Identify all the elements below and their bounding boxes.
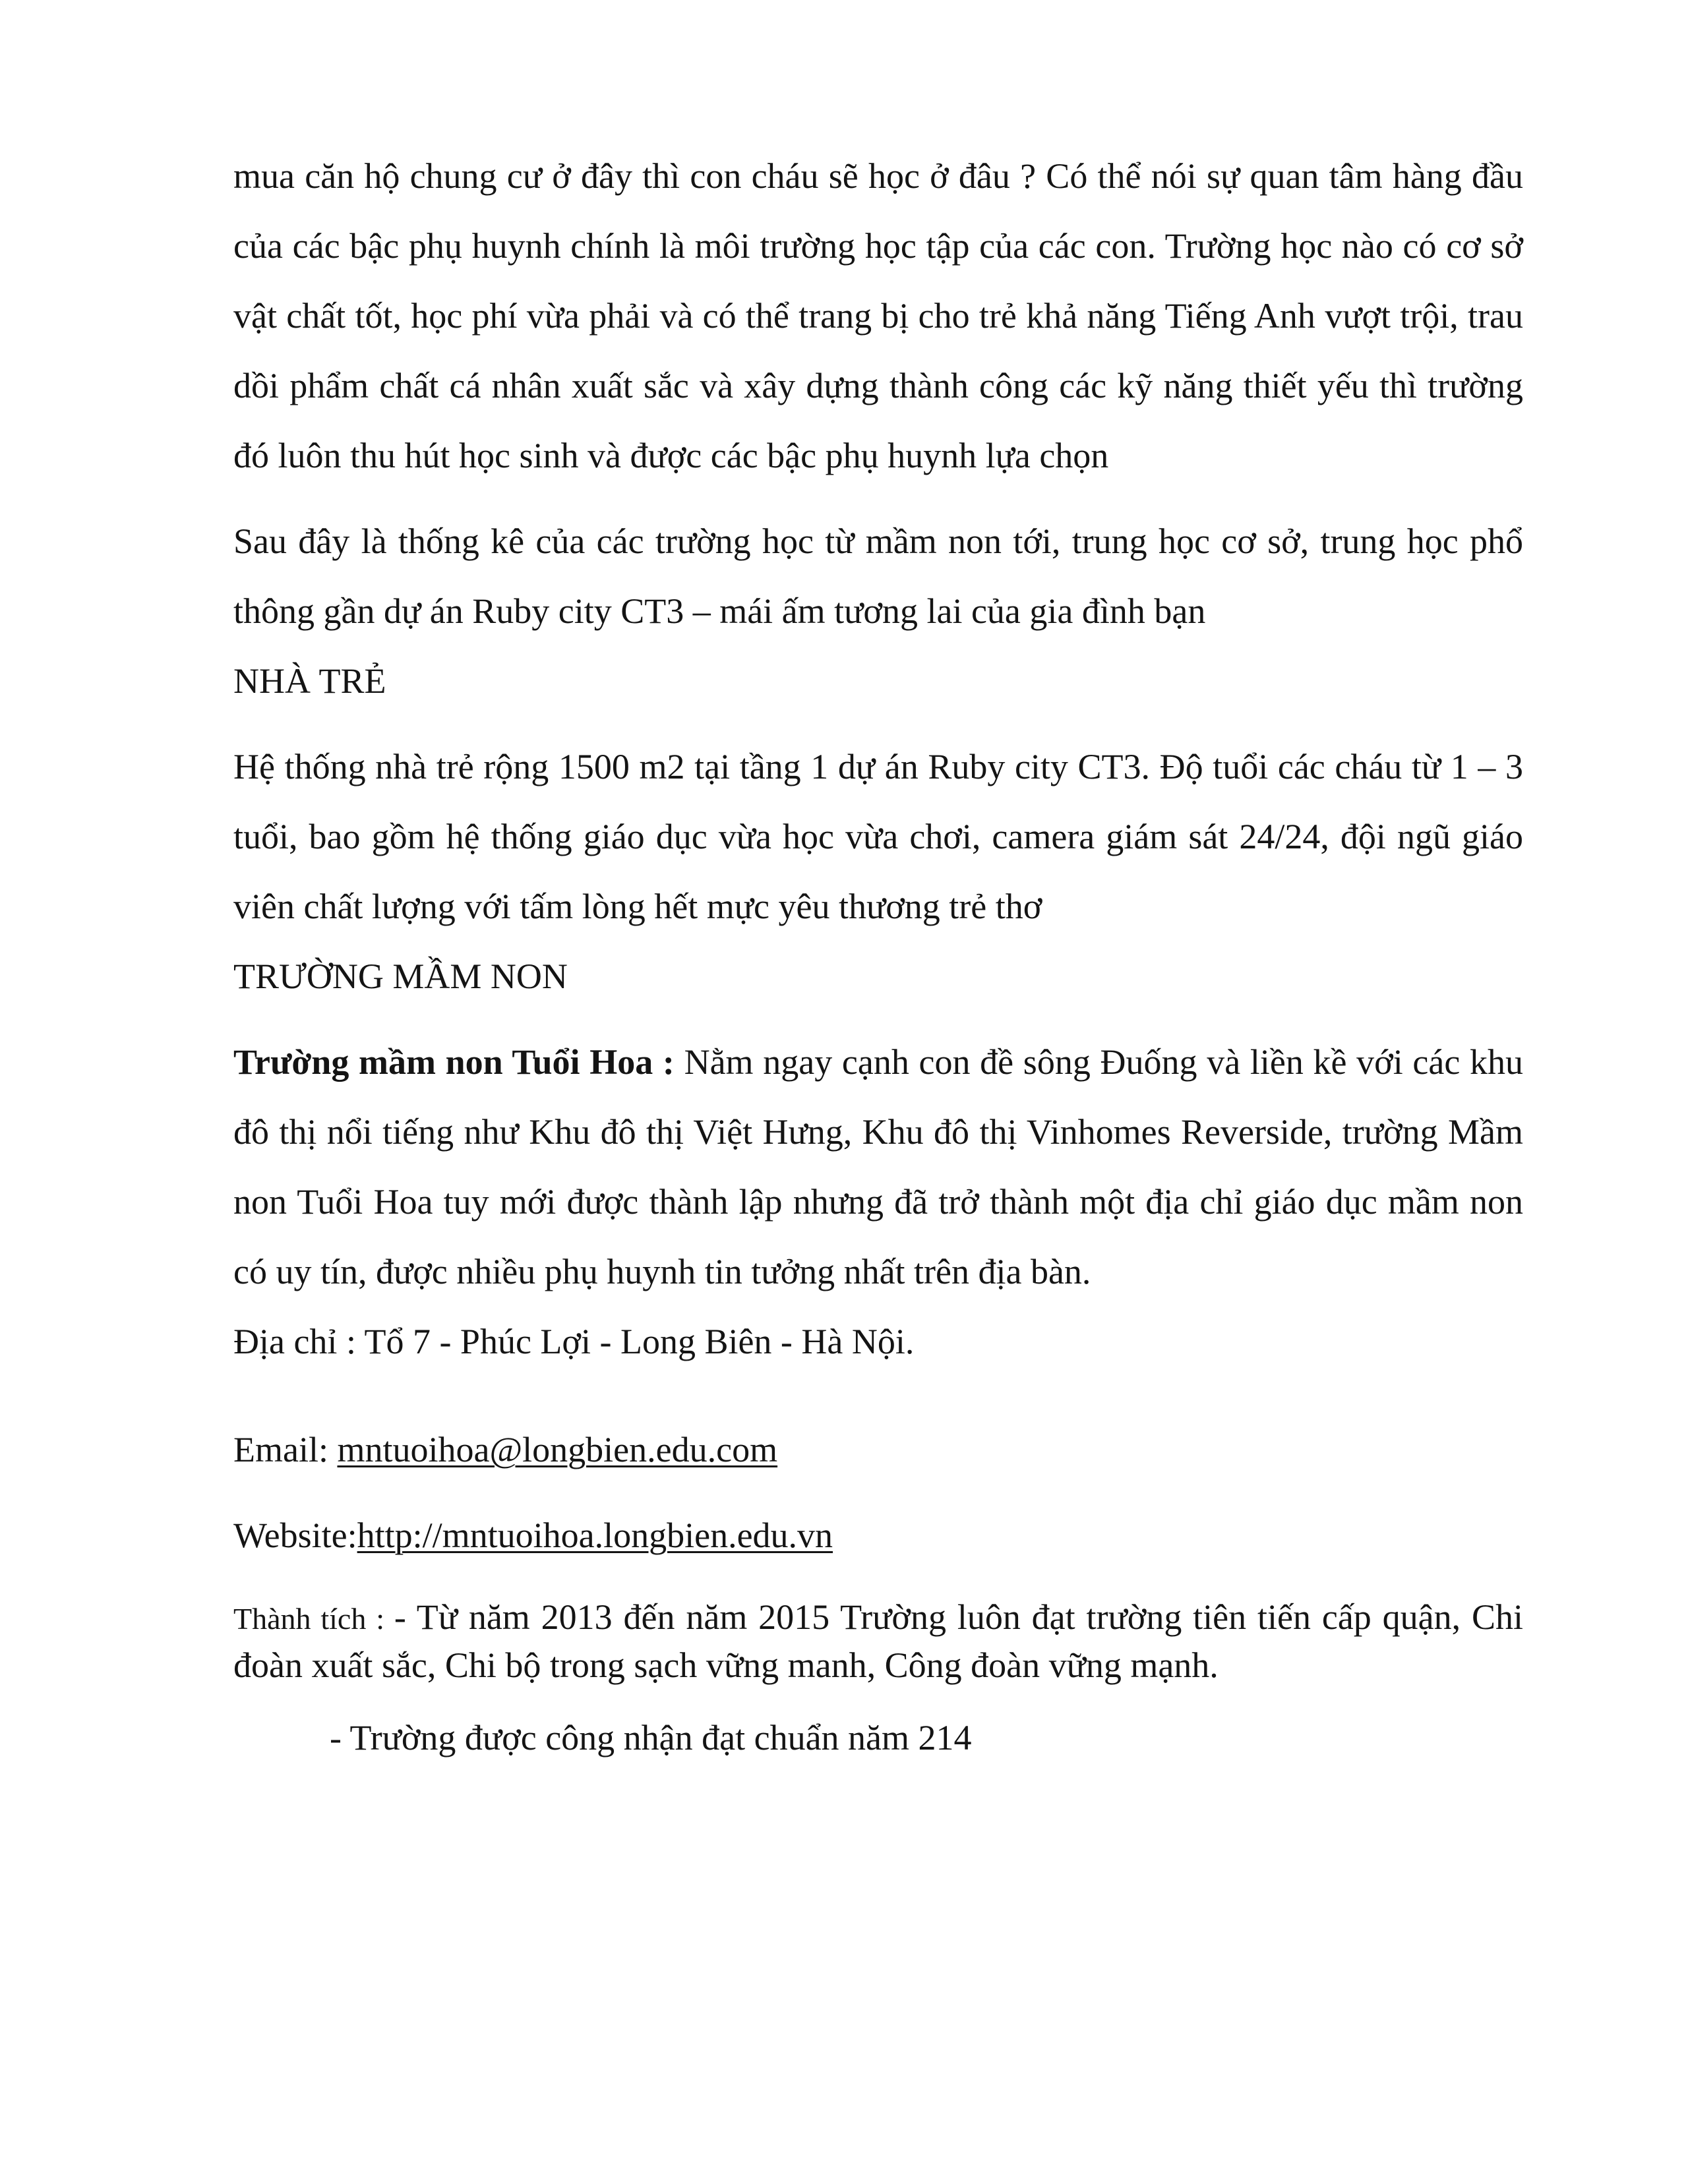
intro-paragraph: mua căn hộ chung cư ở đây thì con cháu sẽ học ở đâu ? Có thể nói sự quan tâm hàng đầu của các bậc phụ huynh chính là môi trường học tập của các con. Trường học nào có cơ sở vật chất tốt, học phí vừa phải và có thể trang bị cho trẻ khả năng Tiếng Anh vượt trội, trau dồi phẩm chất cá nhân xuất sắc và xây dựng thành công các kỹ năng thiết yếu thì trường đó luôn thu hút học sinh và được các bậc phụ huynh lựa chọn <box>233 156 1523 475</box>
email-label: Email: <box>233 1430 338 1469</box>
achievement-paragraph <box>233 1594 1523 1688</box>
nursery-paragraph: Hệ thống nhà trẻ rộng 1500 m2 tại tầng 1 dự án Ruby city CT3. Độ tuổi các cháu từ 1 – 3 tuổi, bao gồm hệ thống giáo dục vừa học vừa chơi, camera giám sát 24/24, đội ngũ giáo viên chất lượng với tấm lòng hết mực yêu thương trẻ thơ <box>233 747 1523 926</box>
achievements-label: Thành tích : <box>233 1602 394 1636</box>
school-name: Trường mầm non Tuổi Hoa : <box>233 1042 675 1082</box>
email-line <box>233 1415 1523 1485</box>
achievement-item-1: - Từ năm 2013 đến năm 2015 Trường luôn đạt trường tiên tiến cấp quận, Chi đoàn xuất sắc, Chi bộ trong sạch vững manh, Công đoàn vững mạnh. <box>233 1597 1523 1685</box>
document-page <box>233 141 1523 1761</box>
email-link[interactable]: mntuoihoa@longbien.edu.com <box>337 1430 778 1469</box>
school-description: Nằm ngay cạnh con đề sông Đuống và liền kề với các khu đô thị nổi tiếng như Khu đô thị Việt Hưng, Khu đô thị Vinhomes Reverside, trường Mầm non Tuổi Hoa tuy mới được thành lập nhưng đã trở thành một địa chỉ giáo dục mầm non có uy tín, được nhiều phụ huynh tin tưởng nhất trên địa bàn. <box>233 1042 1523 1291</box>
stats-paragraph: Sau đây là thống kê của các trường học từ mầm non tới, trung học cơ sở, trung học phổ thông gần dự án Ruby city CT3 – mái ấm tương lai của gia đình bạn <box>233 521 1523 631</box>
address-line: Địa chỉ : Tổ 7 - Phúc Lợi - Long Biên - Hà Nội. <box>233 1322 915 1361</box>
website-label: Website: <box>233 1516 357 1555</box>
nursery-heading: NHÀ TRẺ <box>233 661 386 701</box>
website-line <box>233 1500 1523 1570</box>
kindergarten-paragraph <box>233 1027 1523 1307</box>
website-link[interactable]: http://mntuoihoa.longbien.edu.vn <box>357 1516 833 1555</box>
kindergarten-heading: TRƯỜNG MẦM NON <box>233 957 568 996</box>
achievement-item-2: - Trường được công nhận đạt chuẩn năm 214 <box>330 1718 972 1757</box>
